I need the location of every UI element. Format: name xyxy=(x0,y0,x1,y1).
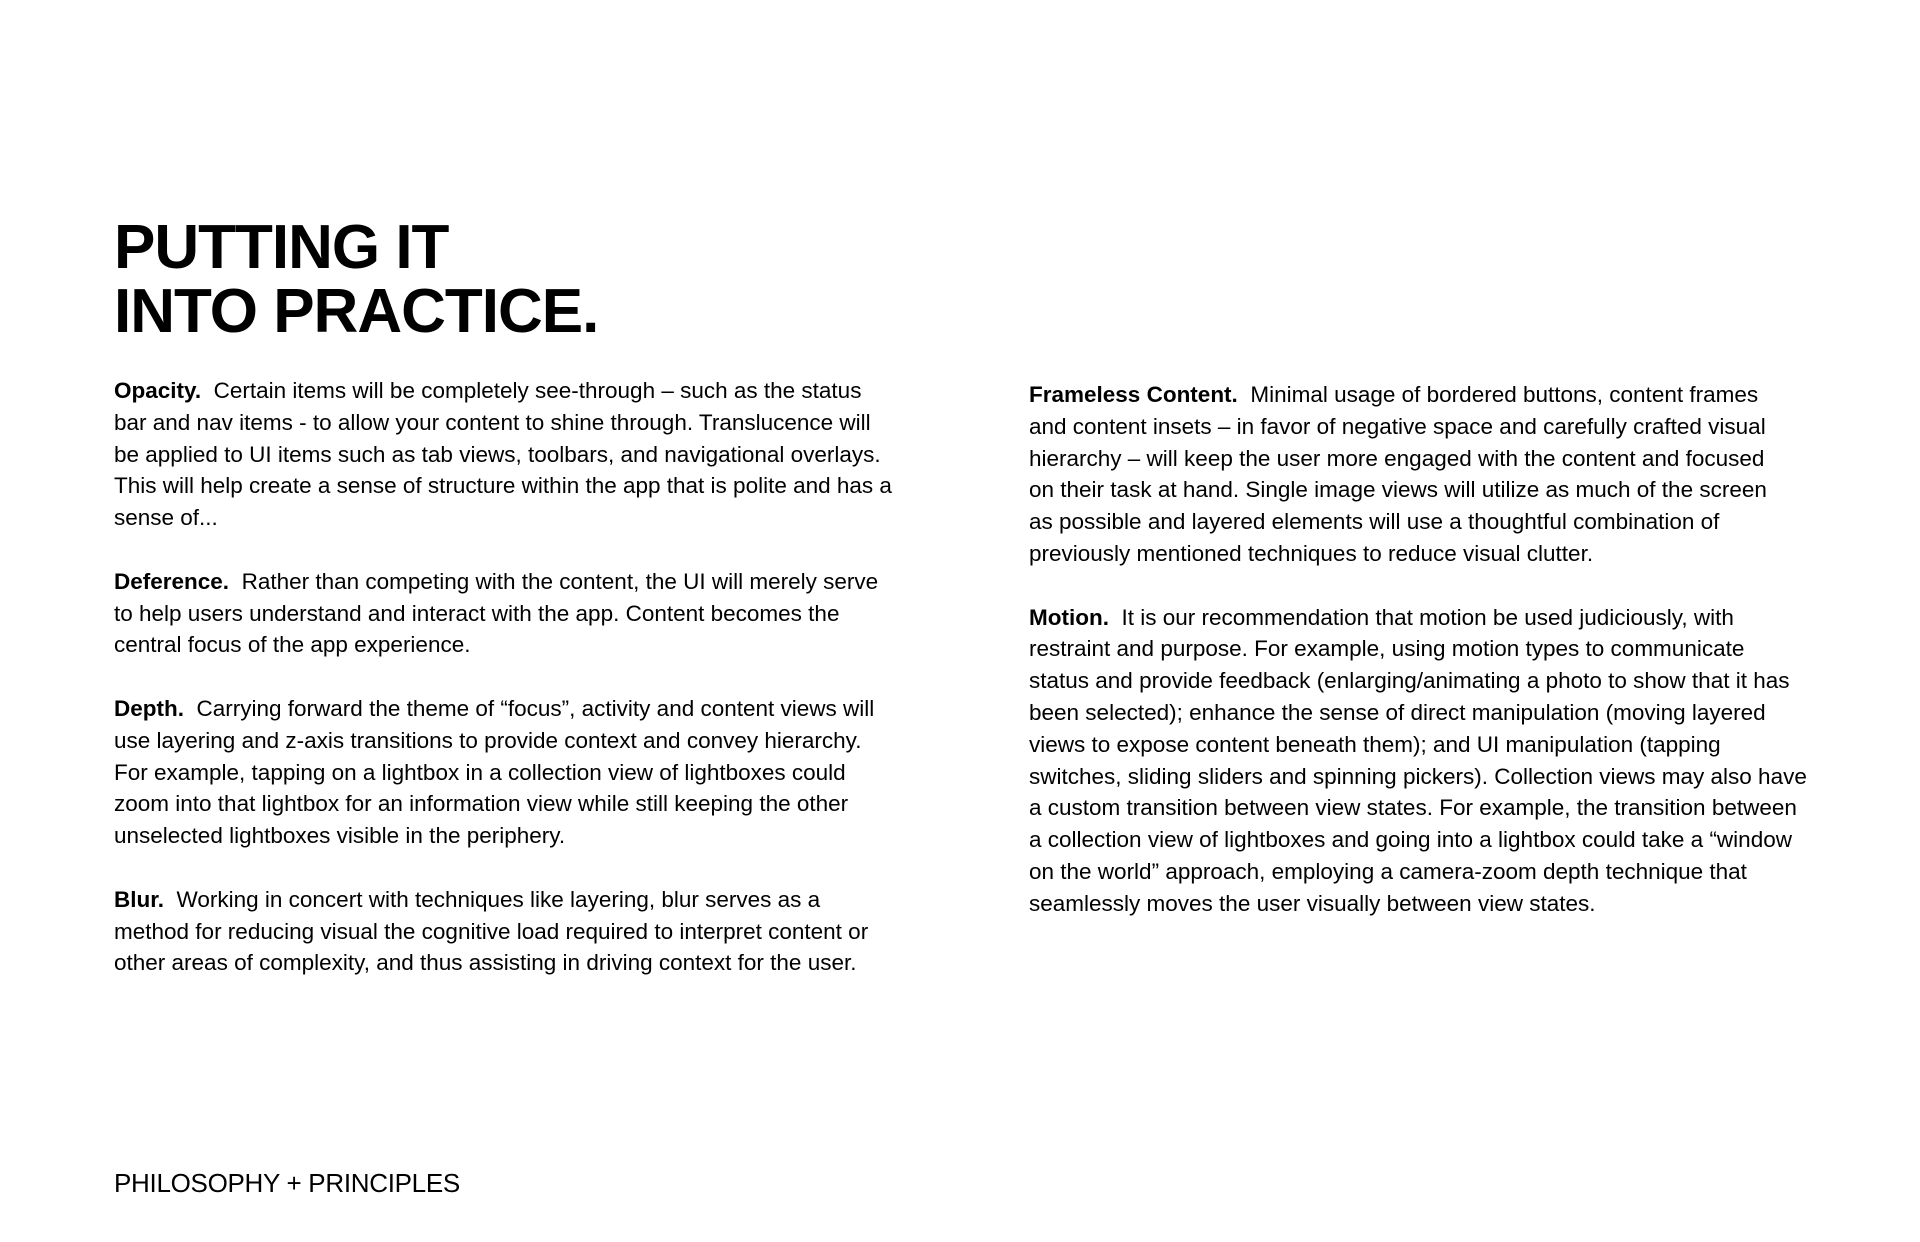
paragraph-text: switches, sliding sliders and spinning pickers). Collection views may also have xyxy=(1029,763,1807,789)
paragraph-text: This will help create a sense of structure within the app that is polite and has a xyxy=(114,473,892,499)
paragraph-text: a custom transition between view states. For example, the transition between xyxy=(1029,795,1797,821)
paragraph-line xyxy=(1029,506,1849,538)
paragraph-text: It is our recommendation that motion be used judiciously, with xyxy=(1121,604,1734,630)
paragraph-text: hierarchy – will keep the user more engaged with the content and focused xyxy=(1029,445,1765,471)
paragraph-line xyxy=(114,470,934,502)
paragraph-text: bar and nav items - to allow your content to shine through. Translucence will xyxy=(114,409,871,435)
paragraph-text: Certain items will be completely see-through – such as the status xyxy=(213,378,862,403)
paragraph-line xyxy=(114,693,934,725)
paragraph-line xyxy=(114,725,934,757)
paragraph-line xyxy=(114,629,934,661)
paragraph-text: on the world” approach, employing a camera-zoom depth technique that xyxy=(1029,858,1747,884)
paragraph-line xyxy=(1029,761,1849,793)
page-title xyxy=(114,213,599,346)
paragraph-text: Carrying forward the theme of “focus”, activity and content views will xyxy=(196,695,875,721)
paragraph-line xyxy=(1029,697,1849,729)
paragraph-line xyxy=(114,566,934,598)
paragraph-line xyxy=(114,788,934,820)
paragraph-text: a collection view of lightboxes and going into a lightbox could take a “window xyxy=(1029,827,1792,853)
paragraph-line xyxy=(1029,888,1849,920)
paragraph-line xyxy=(1029,856,1849,888)
principle-paragraph xyxy=(114,693,934,852)
right-column xyxy=(1029,379,1849,951)
paragraph-text: as possible and layered elements will use a thoughtful combination of xyxy=(1029,509,1720,535)
paragraph-text: Minimal usage of bordered buttons, content frames xyxy=(1250,382,1759,407)
principle-label: Deference. xyxy=(114,568,230,594)
paragraph-line xyxy=(1029,729,1849,761)
paragraph-line xyxy=(114,407,934,439)
paragraph-line xyxy=(1029,379,1849,411)
principle-label: Depth. xyxy=(114,695,184,721)
paragraph-line xyxy=(114,884,934,916)
paragraph-line xyxy=(114,598,934,630)
paragraph-text: Working in concert with techniques like layering, blur serves as a xyxy=(176,886,821,912)
paragraph-line xyxy=(1029,824,1849,856)
paragraph-line xyxy=(1029,443,1849,475)
principle-paragraph xyxy=(114,566,934,661)
paragraph-text: been selected); enhance the sense of direct manipulation (moving layered xyxy=(1029,699,1766,725)
paragraph-text: be applied to UI items such as tab views, toolbars, and navigational overlays. xyxy=(114,441,881,467)
principle-paragraph xyxy=(1029,602,1849,920)
paragraph-text: other areas of complexity, and thus assisting in driving context for the user. xyxy=(114,950,857,976)
paragraph-text: to help users understand and interact with the app. Content becomes the xyxy=(114,600,840,626)
paragraph-line xyxy=(114,439,934,471)
paragraph-line xyxy=(114,916,934,948)
paragraph-line xyxy=(114,757,934,789)
paragraph-line xyxy=(1029,474,1849,506)
paragraph-line xyxy=(114,502,934,534)
paragraph-text: status and provide feedback (enlarging/animating a photo to show that it has xyxy=(1029,668,1790,694)
paragraph-text: on their task at hand. Single image views will utilize as much of the screen xyxy=(1029,477,1767,503)
page-title-line-1: PUTTING IT xyxy=(114,213,449,282)
paragraph-text: zoom into that lightbox for an information view while still keeping the other xyxy=(114,791,849,817)
paragraph-line xyxy=(1029,602,1849,634)
paragraph-text: Rather than competing with the content, the UI will merely serve xyxy=(241,568,879,594)
paragraph-text: previously mentioned techniques to reduce visual clutter. xyxy=(1029,540,1594,566)
paragraph-line xyxy=(114,375,934,407)
paragraph-text: restraint and purpose. For example, using motion types to communicate xyxy=(1029,636,1745,662)
left-column xyxy=(114,375,934,1011)
paragraph-text: For example, tapping on a lightbox in a collection view of lightboxes could xyxy=(114,759,846,785)
paragraph-text: views to expose content beneath them); and UI manipulation (tapping xyxy=(1029,731,1721,757)
paragraph-line xyxy=(1029,633,1849,665)
principle-paragraph xyxy=(114,375,934,534)
paragraph-line xyxy=(114,820,934,852)
page-title-line-2: INTO PRACTICE. xyxy=(114,277,599,346)
principle-label: Frameless Content. xyxy=(1029,382,1238,407)
paragraph-text: sense of... xyxy=(114,505,218,531)
paragraph-text: unselected lightboxes visible in the periphery. xyxy=(114,823,566,849)
principle-paragraph xyxy=(1029,379,1849,570)
paragraph-text: central focus of the app experience. xyxy=(114,632,471,658)
paragraph-line xyxy=(1029,792,1849,824)
paragraph-text: seamlessly moves the user visually between view states. xyxy=(1029,890,1596,916)
principle-label: Blur. xyxy=(114,886,165,912)
section-footer: PHILOSOPHY + PRINCIPLES xyxy=(114,1168,460,1198)
paragraph-line xyxy=(114,947,934,979)
paragraph-line xyxy=(1029,411,1849,443)
principle-label: Motion. xyxy=(1029,604,1109,630)
paragraph-text: and content insets – in favor of negative space and carefully crafted visual xyxy=(1029,413,1766,439)
paragraph-line xyxy=(1029,665,1849,697)
principle-paragraph xyxy=(114,884,934,979)
paragraph-text: use layering and z-axis transitions to provide context and convey hierarchy. xyxy=(114,727,862,753)
paragraph-text: method for reducing visual the cognitive load required to interpret content or xyxy=(114,918,869,944)
principle-label: Opacity. xyxy=(114,378,202,403)
paragraph-line xyxy=(1029,538,1849,570)
